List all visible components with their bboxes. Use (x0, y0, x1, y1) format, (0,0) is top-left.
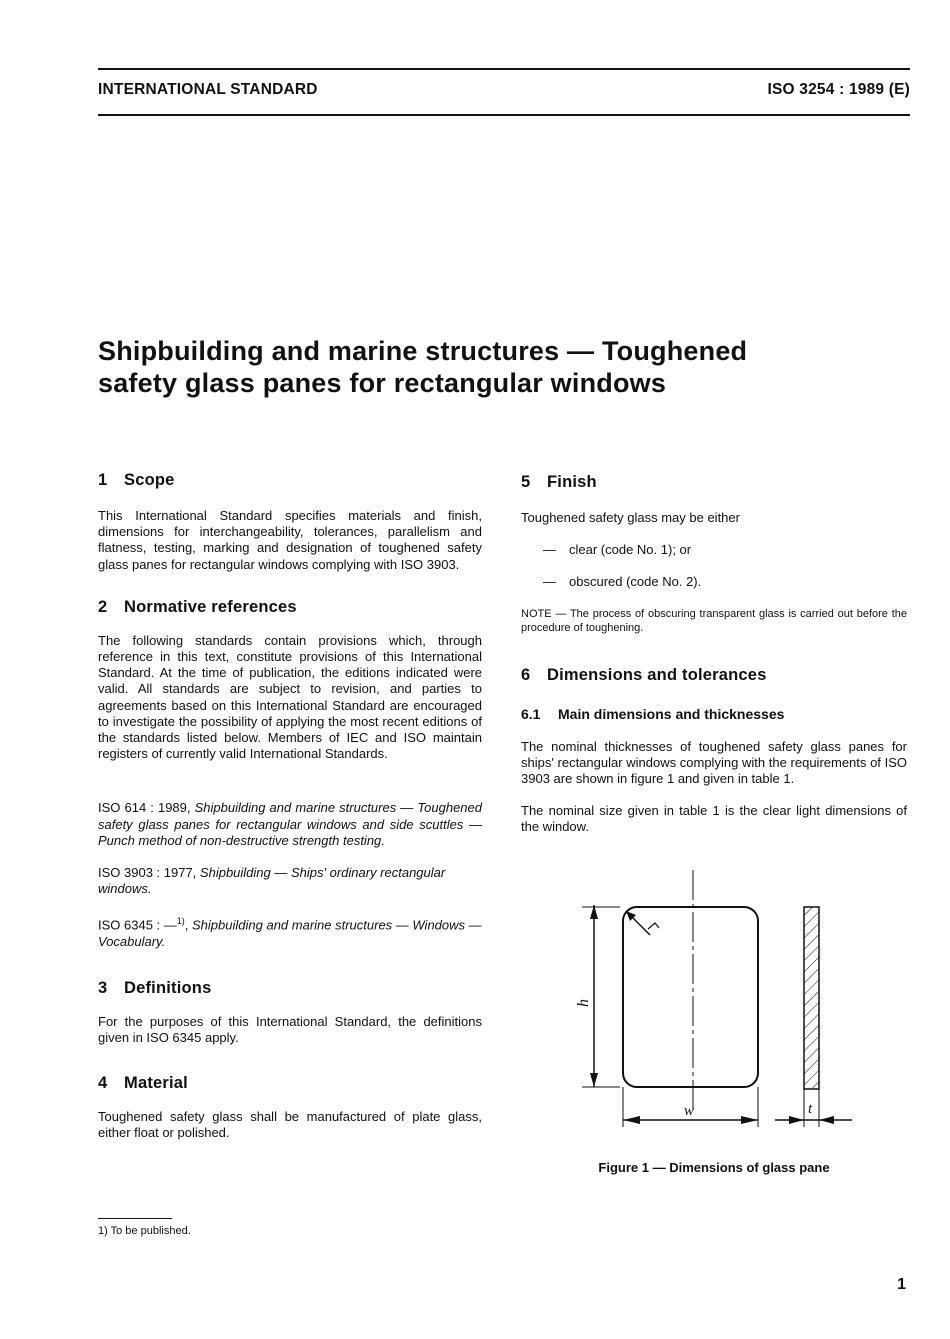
header-bottom-rule (98, 114, 910, 116)
section-5-intro: Toughened safety glass may be either (521, 510, 740, 525)
page-number: 1 (897, 1276, 906, 1293)
section-2-heading: 2 Normative references (98, 597, 297, 616)
section-6-1-heading: 6.1 Main dimensions and thicknesses (521, 705, 785, 722)
t-arrow-left (789, 1116, 804, 1124)
header-top-rule (98, 68, 910, 70)
h-arrow-bottom (590, 1073, 598, 1087)
section-6-1-text-1: The nominal thicknesses of toughened safety glass panes for ships' rectangular windows complying with the requirements of ISO 3903 are shown in figure 1 and given in table 1. (521, 738, 907, 787)
w-arrow-right (741, 1116, 758, 1124)
pane-outline (623, 907, 758, 1087)
section-6-heading: 6 Dimensions and tolerances (521, 665, 767, 684)
footnote-rule (98, 1218, 172, 1219)
reference-iso-6345: ISO 6345 : —$^{1)}$, Shipbuilding and marine structures — Windows — Vocabulary. (98, 916, 482, 949)
t-arrow-right (819, 1116, 834, 1124)
radius-mark (648, 923, 659, 929)
section-1-heading: 1 Scope (98, 471, 175, 489)
header-right: ISO 3254 : 1989 (E) (767, 81, 910, 98)
header-left: INTERNATIONAL STANDARD (98, 81, 318, 98)
finish-item-clear: — clear (code No. 1); or (543, 542, 692, 558)
reference-iso-614: ISO 614 : 1989, Shipbuilding and marine structures — Toughened safety glass panes for rectangular windows and side scuttles — Punch method of non-destructive strength testing. (98, 800, 482, 848)
footnote: 1) To be published. (98, 1225, 191, 1237)
section-5-heading: 5 Finish (521, 473, 597, 491)
label-w: w (684, 1103, 695, 1119)
label-t: t (808, 1101, 813, 1117)
figure-1-caption: Figure 1 — Dimensions of glass pane (598, 1160, 830, 1175)
section-1-text: This International Standard specifies materials and finish, dimensions for interchangeability, tolerances, parallelism and flatness, testing, marking and designation of toughened safety glass panes for rectangular windows complying with ISO 3903. (98, 508, 482, 572)
section-3-heading: 3 Definitions (98, 979, 212, 998)
reference-iso-3903: ISO 3903 : 1977, Shipbuilding — Ships' ordinary rectangular windows. (98, 865, 446, 897)
finish-item-obscured: — obscured (code No. 2). (543, 574, 702, 590)
figure-1 (560, 865, 870, 1135)
section-2-text: The following standards contain provisions which, through reference in this text, constitute provisions of this International Standard. At the time of publication, the editions indicated were valid. All standards are subject to revision, and parties to agreements based on this International Standard are encouraged to investigate the possibility of applying the most recent editions of the standards listed below. Members of IEC and ISO maintain registers of currently valid International Standards. (98, 632, 482, 762)
title-line-2: safety glass panes for rectangular windows (98, 368, 667, 398)
document-title (98, 335, 878, 399)
right-column (521, 470, 907, 836)
section-6-1-text-2: The nominal size given in table 1 is the clear light dimensions of the window. (521, 803, 907, 835)
left-column (98, 470, 482, 1141)
glass-pane-diagram (560, 865, 870, 1135)
w-arrow-left (623, 1116, 640, 1124)
section-4-heading: 4 Material (98, 1073, 188, 1092)
finish-note: NOTE — The process of obscuring transparent glass is carried out before the procedure of toughening. (521, 607, 907, 634)
title-line-1: Shipbuilding and marine structures — Toughened (98, 336, 748, 366)
section-3-text: For the purposes of this International Standard, the definitions given in ISO 6345 apply. (98, 1014, 482, 1046)
thickness-section (804, 907, 819, 1089)
label-h: h (575, 999, 592, 1007)
section-4-text: Toughened safety glass shall be manufactured of plate glass, either float or polished. (98, 1108, 482, 1140)
